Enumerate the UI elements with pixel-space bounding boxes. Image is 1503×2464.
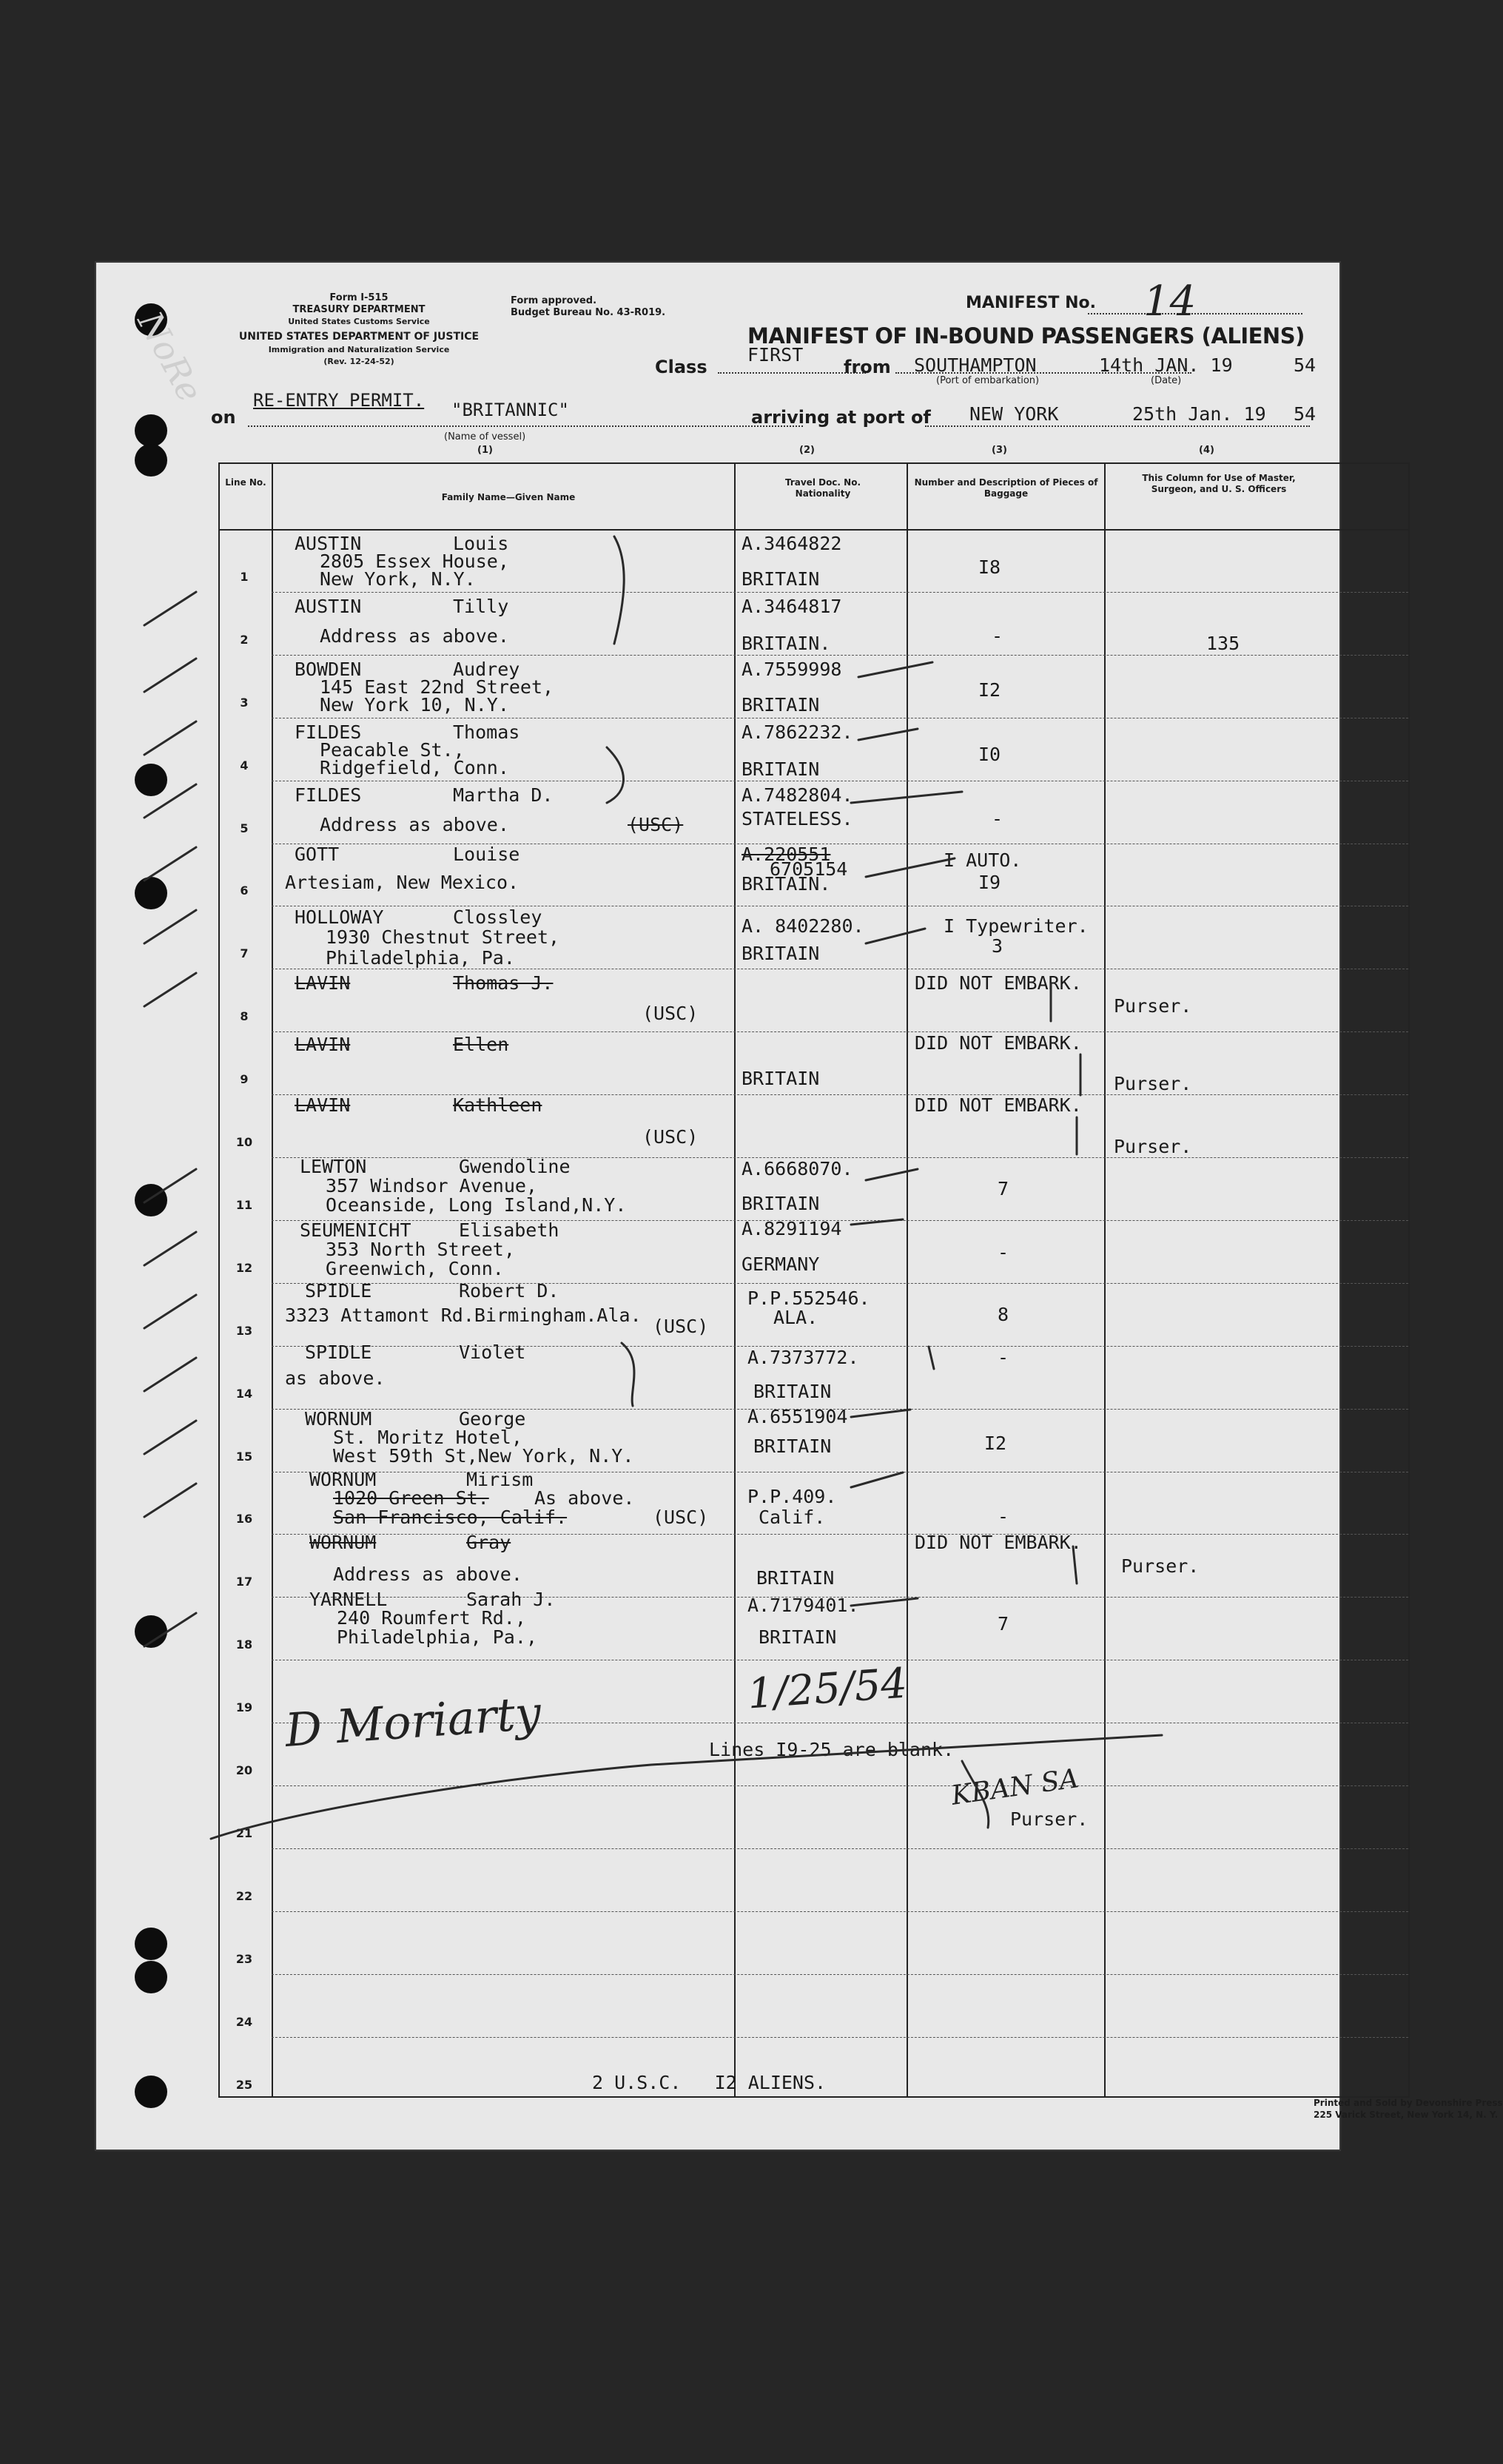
port-embark-caption: (Port of embarkation) [936,375,1040,386]
entry-10-given: Kathleen [453,1094,542,1116]
arriving-port: NEW YORK [969,403,1059,425]
row-divider [272,1848,1408,1849]
entry-11-family: LEWTON [300,1156,367,1177]
entry-17-baggage: DID NOT EMBARK. [915,1532,1082,1553]
entry-3-addr2: New York 10, N.Y. [320,694,509,716]
line-number: 18 [235,1637,253,1652]
entry-17-given: Gray [466,1532,511,1553]
entry-7-addr2: Philadelphia, Pa. [326,947,515,969]
entry-6-family: GOTT [295,844,340,865]
entry-5-note: (USC) [628,814,684,835]
justice-dept: UNITED STATES DEPARTMENT OF JUSTICE [238,331,480,343]
entry-18-addr2: Philadelphia, Pa., [337,1626,537,1648]
customs-service: United States Customs Service [288,317,430,326]
entry-8-baggage: DID NOT EMBARK. [915,972,1082,994]
entry-16-given: Mirism [466,1469,534,1490]
arriving-line [925,425,1310,427]
entry-3-baggage: I2 [978,679,1001,701]
entry-15-baggage: I2 [984,1433,1007,1454]
entry-4-doc: A.7862232. [742,721,853,743]
row-divider [272,1534,1408,1535]
entry-16-addr1b: As above. [534,1487,635,1509]
revision: (Rev. 12-24-52) [323,357,394,366]
treasury-dept: TREASURY DEPARTMENT [292,304,426,315]
entry-18-addr1: 240 Roumfert Rd., [337,1607,526,1629]
entry-3-nat: BRITAIN [742,694,820,716]
entry-12-given: Elisabeth [459,1219,559,1241]
line-number: 4 [240,758,249,772]
punch-hole [135,1928,167,1960]
col3-label: (3) [992,445,1007,456]
entry-12-family: SEUMENICHT [300,1219,411,1241]
entry-9-officer: Purser. [1114,1073,1192,1094]
line-number: 14 [235,1386,253,1401]
row-divider [272,1094,1408,1095]
entry-18-family: YARNELL [309,1589,388,1610]
entry-10-family: LAVIN [295,1094,351,1116]
entry-16-baggage: - [998,1506,1009,1527]
entry-12-doc: A.8291194 [742,1218,842,1239]
entry-1-addr1: 2805 Essex House, [320,551,509,572]
col-divider [1104,464,1106,2096]
manifest-title: MANIFEST OF IN-BOUND PASSENGERS (ALIENS) [747,323,1305,349]
class-label: Class [655,357,707,377]
entry-7-doc: A. 8402280. [742,915,864,937]
entry-1-given: Louis [453,533,509,554]
signature-date: 1/25/54 [745,1659,909,1719]
entry-18-nat: BRITAIN [759,1626,837,1648]
row-divider [272,1031,1408,1032]
vessel-caption: (Name of vessel) [444,431,526,442]
entry-5-family: FILDES [295,784,362,806]
col-divider [272,464,273,2096]
entry-11-nat: BRITAIN [742,1193,820,1214]
arriving-date: 25th Jan. 19 [1132,403,1266,425]
entry-5-baggage: - [992,808,1003,829]
entry-4-family: FILDES [295,721,362,743]
line-number: 10 [235,1135,253,1149]
line-number: 17 [235,1575,253,1589]
printer-name: Printed and Sold by Devonshire Press [1314,2098,1503,2108]
line-number: 12 [235,1260,253,1275]
from-year: 54 [1294,354,1317,376]
line-number: 13 [235,1323,253,1338]
col1-label: (1) [477,445,493,456]
printer-address: 225 Varick Street, New York 14, N. Y. [1314,2110,1499,2120]
entry-1-family: AUSTIN [295,533,362,554]
entry-16-family: WORNUM [309,1469,377,1490]
row-divider [272,592,1408,593]
col-head-officers: This Column for Use of Master, Surgeon, and U. S. Officers [1142,473,1296,494]
col4-label: (4) [1199,445,1214,456]
purser-initials: KBAN SA [949,1763,1080,1811]
entry-16-note: (USC) [653,1507,709,1528]
entry-1-addr2: New York, N.Y. [320,568,476,590]
manifest-no-label: MANIFEST No. [966,294,1096,312]
entry-13-baggage: 8 [998,1304,1009,1325]
entry-15-addr2: West 59th St,New York, N.Y. [333,1445,634,1467]
blank-lines-note: Lines I9-25 are blank. [709,1739,955,1760]
entry-11-addr1: 357 Windsor Avenue, [326,1175,537,1196]
vessel-name: "BRITANNIC" [451,400,569,420]
line-number: 15 [235,1449,253,1464]
entry-2-nat: BRITAIN. [742,633,831,654]
entry-17-addr1: Address as above. [333,1563,522,1585]
entry-10-officer: Purser. [1114,1136,1192,1157]
entry-9-family: LAVIN [295,1034,351,1055]
margin-note: NoRe [130,305,211,408]
line-number: 19 [235,1700,253,1715]
entry-13-given: Robert D. [459,1280,559,1302]
punch-hole [135,444,167,477]
totals-line: 2 U.S.C. I2 ALIENS. [592,2072,827,2093]
entry-14-baggage: - [998,1347,1009,1368]
entry-3-doc: A.7559998 [742,659,842,680]
reentry-permit: RE-ENTRY PERMIT. [253,390,425,411]
entry-15-addr1: St. Moritz Hotel, [333,1427,522,1448]
entry-4-given: Thomas [453,721,520,743]
col-head-name: Family Name—Given Name [441,492,576,502]
col-head-travel: Travel Doc. No. Nationality [784,477,861,499]
ins-service: Immigration and Naturalization Service [268,345,450,354]
line-number: 6 [240,883,249,898]
entry-14-doc: A.7373772. [747,1347,859,1368]
entry-13-doc: P.P.552546. [747,1287,870,1309]
entry-2-baggage: - [992,625,1003,647]
col-head-line: Line No. [225,477,266,488]
entry-5-nat: STATELESS. [742,808,853,829]
punch-hole [135,414,167,447]
entry-12-nat: GERMANY [742,1253,820,1275]
on-label: on [211,407,236,428]
entry-11-addr2: Oceanside, Long Island,N.Y. [326,1194,627,1216]
line-number: 2 [240,632,249,647]
date-caption: (Date) [1151,375,1182,386]
form-approved: Form approved. [511,295,597,306]
row-divider [272,2037,1408,2038]
col2-label: (2) [799,445,815,456]
header-divider [220,529,1408,531]
entry-2-addr1: Address as above. [320,625,509,647]
entry-12-addr1: 353 North Street, [326,1239,515,1260]
entry-4-addr1: Peacable St., [320,739,465,761]
entry-14-family: SPIDLE [305,1342,372,1363]
entry-9-baggage: DID NOT EMBARK. [915,1032,1082,1054]
entry-10-note: (USC) [642,1126,699,1148]
entry-4-nat: BRITAIN [742,758,820,780]
entry-16-addr1: 1020 Green St. [333,1487,489,1509]
line-number: 8 [240,1009,249,1024]
entry-7-family: HOLLOWAY [295,906,384,928]
entry-9-given: Ellen [453,1034,509,1055]
entry-18-baggage: 7 [998,1613,1009,1635]
entry-6-nat: BRITAIN. [742,873,831,895]
punch-hole [135,877,167,909]
entry-13-nat: ALA. [773,1307,818,1328]
entry-14-given: Violet [459,1342,526,1363]
line-number: 9 [240,1072,249,1087]
col-divider [734,464,736,2096]
from-label: from [844,357,891,377]
entry-3-given: Audrey [453,659,520,680]
entry-8-family: LAVIN [295,972,351,994]
entry-14-nat: BRITAIN [753,1381,832,1402]
arriving-label: arriving at port of [751,407,931,428]
entry-8-officer: Purser. [1114,995,1192,1017]
entry-2-officer: 135 [1206,633,1240,654]
from-date: 14th JAN. 19 [1099,354,1233,376]
row-divider [272,1974,1408,1975]
entry-7-nat: BRITAIN [742,943,820,964]
entry-2-family: AUSTIN [295,596,362,617]
inspector-signature: D Moriarty [283,1686,543,1757]
line-number: 3 [240,695,249,710]
punch-hole [135,1184,167,1216]
line-number: 20 [235,1763,253,1777]
entry-3-family: BOWDEN [295,659,362,680]
footer-purser: Purser. [1010,1808,1089,1830]
entry-9-nat: BRITAIN [742,1068,820,1089]
entry-5-given: Martha D. [453,784,554,806]
entry-7-addr1: 1930 Chestnut Street, [326,926,560,948]
entry-18-given: Sarah J. [466,1589,556,1610]
punch-hole [135,2076,167,2108]
entry-1-baggage: I8 [978,556,1001,578]
entry-6-baggage: I AUTO. [944,849,1022,871]
entry-3-addr1: 145 East 22nd Street, [320,676,554,698]
entry-11-given: Gwendoline [459,1156,571,1177]
class-value: FIRST [747,344,804,366]
entry-2-given: Tilly [453,596,509,617]
entry-6-doc2: 6705154 [770,858,848,880]
row-divider [272,1911,1408,1912]
entry-12-addr2: Greenwich, Conn. [326,1258,504,1279]
entry-5-addr1: Address as above. [320,814,509,835]
entry-15-given: George [459,1408,526,1430]
entry-6-doc: A.220551 [742,844,831,865]
entry-16-nat: Calif. [759,1507,826,1528]
line-number: 22 [235,1888,253,1903]
budget-bureau: Budget Bureau No. 43-R019. [511,307,666,318]
entry-11-doc: A.6668070. [742,1158,853,1179]
col-divider [907,464,908,2096]
entry-4-baggage: I0 [978,744,1001,765]
entry-1-nat: BRITAIN [742,568,820,590]
entry-17-officer: Purser. [1121,1555,1200,1577]
entry-13-note: (USC) [653,1316,709,1337]
entry-5-doc: A.7482804. [742,784,853,806]
entry-17-family: WORNUM [309,1532,377,1553]
entry-8-given: Thomas J. [453,972,554,994]
entry-16-addr2: San Francisco, Calif. [333,1507,568,1528]
entry-2-doc: A.3464817 [742,596,842,617]
form-number: Form I-515 [329,292,389,303]
entry-15-nat: BRITAIN [753,1435,832,1457]
line-number: 24 [235,2014,253,2029]
punch-hole [135,764,167,796]
line-number: 7 [240,946,249,961]
line-number: 23 [235,1951,253,1966]
entry-18-doc: A.7179401. [747,1595,859,1616]
entry-6-addr1: Artesiam, New Mexico. [285,872,520,893]
punch-hole [135,1615,167,1648]
entry-8-note: (USC) [642,1003,699,1024]
line-number: 11 [235,1197,253,1212]
entry-16-doc: P.P.409. [747,1486,837,1507]
entry-1-doc: A.3464822 [742,533,842,554]
entry-11-baggage: 7 [998,1178,1009,1199]
entry-12-baggage: - [998,1242,1009,1263]
arriving-year: 54 [1294,403,1317,425]
entry-13-family: SPIDLE [305,1280,372,1302]
entry-15-family: WORNUM [305,1408,372,1430]
entry-15-doc: A.6551904 [747,1406,848,1427]
line-number: 1 [240,569,249,584]
entry-7-given: Clossley [453,906,542,928]
manifest-no-value: 14 [1143,277,1197,326]
line-number: 5 [240,821,249,835]
vessel-line [248,425,803,427]
row-divider [272,1785,1408,1786]
entry-6-baggage2: I9 [978,872,1001,893]
line-number: 25 [235,2077,253,2092]
entry-17-nat: BRITAIN [756,1567,835,1589]
entry-4-addr2: Ridgefield, Conn. [320,757,509,778]
entry-7-baggage2: 3 [992,935,1003,957]
entry-13-addr1: 3323 Attamont Rd.Birmingham.Ala. [285,1305,642,1326]
row-divider [272,1283,1408,1284]
entry-14-addr1: as above. [285,1367,386,1389]
col-head-baggage: Number and Description of Pieces of Baggage [914,477,1098,499]
line-number: 21 [235,1825,253,1840]
entry-10-baggage: DID NOT EMBARK. [915,1094,1082,1116]
entry-7-baggage: I Typewriter. [944,915,1089,937]
punch-hole [135,1961,167,1993]
line-number: 16 [235,1512,253,1526]
from-port: SOUTHAMPTON [914,354,1037,376]
entry-6-given: Louise [453,844,520,865]
